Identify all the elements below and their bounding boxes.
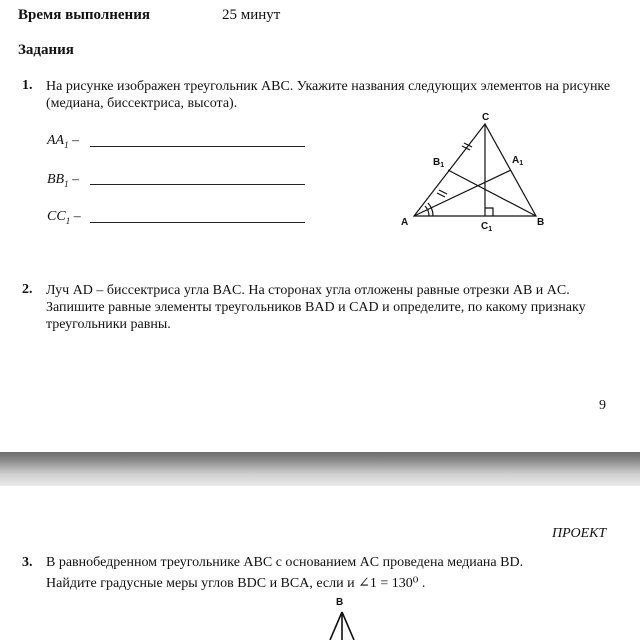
- side-bc: [342, 612, 354, 640]
- answer-line-aa1[interactable]: [90, 146, 305, 147]
- vertex-c-label: C: [482, 112, 490, 123]
- stamp-proekt: ПРОЕКТ: [552, 526, 607, 541]
- vertex-b-label-2: B: [336, 597, 344, 608]
- point-a1-label: $A_1$: [512, 155, 524, 167]
- item-bb1: $BB_1$ –: [47, 172, 80, 189]
- right-angle-mark: [485, 208, 493, 216]
- section-title: Задания: [18, 42, 74, 58]
- answer-line-bb1[interactable]: [90, 184, 305, 185]
- answer-line-cc1[interactable]: [90, 222, 305, 223]
- point-c1-label: $C_1$: [481, 221, 493, 233]
- task2-text: Луч AD – биссектриса угла BAC. На сторонах угла отложены равные отрезки AB и AC. Запишите равные элементы треугольников BAD и CAD и определите, по какому признаку треугольники равны.: [46, 283, 586, 332]
- task3-line1: В равнобедренном треугольнике ABC с основанием AC проведена медиана BD.: [46, 555, 524, 570]
- segment-aa1: [414, 170, 511, 216]
- vertex-b-label: B: [537, 217, 545, 228]
- tick-mark-4: [439, 190, 447, 194]
- tick-mark-3: [437, 193, 445, 197]
- task1-number: 1.: [22, 78, 33, 93]
- task1-text: На рисунке изображен треугольник ABC. Укажите названия следующих элементов на рисунке (медиана, биссектриса, высота).: [46, 79, 611, 111]
- page-2: [0, 486, 640, 640]
- task2-number: 2.: [22, 282, 33, 297]
- vertex-a-label: A: [401, 217, 409, 228]
- task3-number: 3.: [22, 555, 33, 570]
- isosceles-triangle-figure: [318, 594, 368, 640]
- time-label: Время выполнения: [18, 7, 150, 23]
- item-aa1: $AA_1$ –: [47, 133, 80, 150]
- item-cc1: $CC_1$ –: [47, 209, 81, 226]
- triangle-abc-figure: [390, 108, 570, 233]
- page-number: 9: [599, 398, 606, 413]
- side-ba: [330, 612, 342, 640]
- point-b1-label: $B_1$: [433, 157, 445, 169]
- page-break-shadow: [0, 452, 640, 486]
- triangle-abc-sides: [414, 124, 536, 216]
- task3-line2: Найдите градусные меры углов BDC и BCA, если и ∠1 = 130⁰ .: [46, 576, 426, 591]
- time-value: 25 минут: [222, 7, 281, 23]
